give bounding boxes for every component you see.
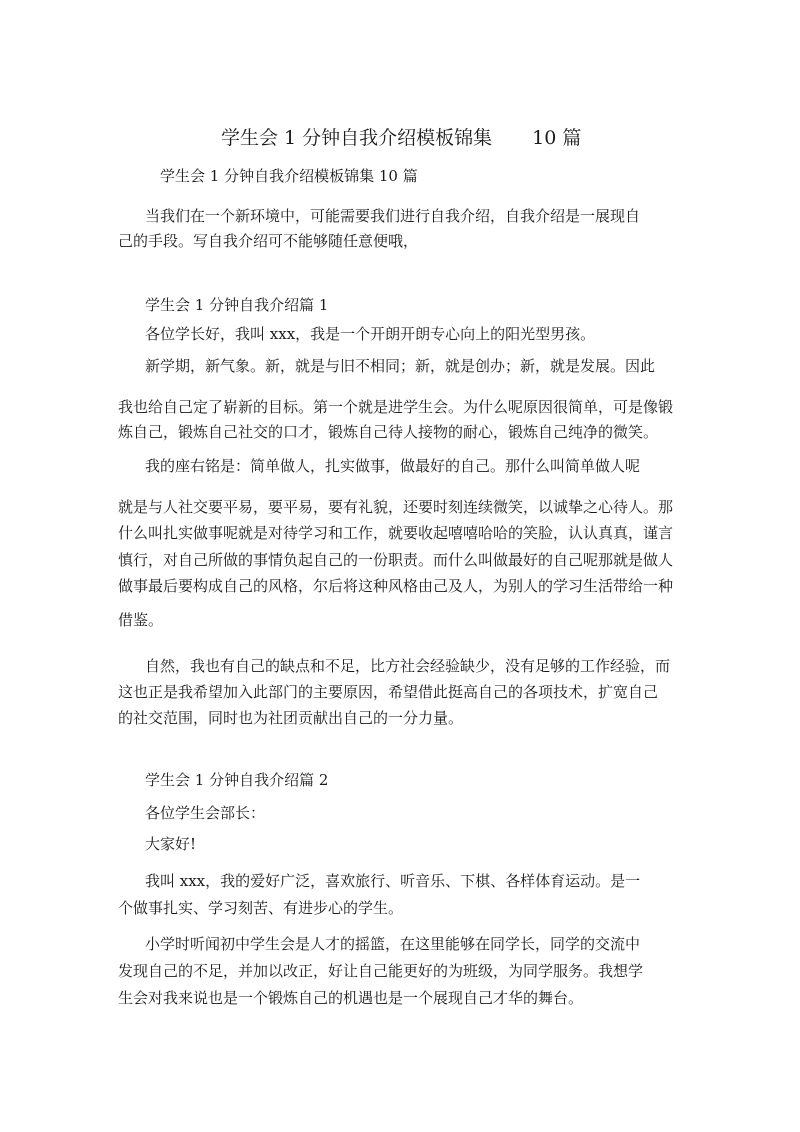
paragraph-line: 这也正是我希望加入此部门的主要原因，希望借此挺高自己的各项技术，扩宽自己 bbox=[118, 683, 659, 701]
paragraph-line: 自然，我也有自己的缺点和不足，比方社会经验缺少，没有足够的工作经验，而 bbox=[145, 657, 671, 675]
paragraph-line: 小学时听闻初中学生会是人才的摇篮，在这里能够在同学长，同学的交流中 bbox=[145, 935, 641, 953]
paragraph-line: 我的座右铭是：简单做人，扎实做事，做最好的自己。那什么叫简单做人呢 bbox=[145, 457, 641, 475]
paragraph-line: 发现自己的不足，并加以改正，好让自己能更好的为班级，为同学服务。我想学 bbox=[118, 962, 644, 980]
section-heading: 学生会 1 分钟自我介绍篇 1 bbox=[145, 296, 329, 314]
paragraph-line: 炼自己，锻炼自己社交的口才，锻炼自己待人接物的耐心，锻炼自己纯净的微笑。 bbox=[118, 423, 659, 441]
paragraph-line: 大家好! bbox=[145, 835, 197, 853]
subtitle: 学生会 1 分钟自我介绍模板锦集 10 篇 bbox=[160, 167, 418, 185]
paragraph-line: 个做事扎实、学习刻苦、有进步心的学生。 bbox=[118, 899, 404, 917]
paragraph-line: 慎行，对自己所做的事情负起自己的一份职责。而什么叫做最好的自己呢那就是做人 bbox=[118, 551, 674, 569]
title-main: 学生会 1 分钟自我介绍模板锦集 bbox=[221, 127, 493, 149]
paragraph-line: 什么叫扎实做事呢就是对待学习和工作，就要收起嘻嘻哈哈的笑脸，认认真真，谨言 bbox=[118, 524, 674, 542]
intro-line: 己的手段。写自我介绍可不能够随任意便哦， bbox=[118, 232, 419, 250]
paragraph-line: 我叫 xxx，我的爱好广泛，喜欢旅行、听音乐、下棋、各样体育运动。是一 bbox=[145, 872, 641, 890]
paragraph-line: 借鉴。 bbox=[118, 611, 164, 629]
paragraph-line: 的社交范围，同时也为社团贡献出自己的一分力量。 bbox=[118, 709, 464, 727]
paragraph-line: 生会对我来说也是一个锻炼自己的机遇也是一个展现自己才华的舞台。 bbox=[118, 989, 584, 1007]
paragraph-line: 各位学长好，我叫 xxx，我是一个开朗开朗专心向上的阳光型男孩。 bbox=[145, 325, 596, 343]
page-title bbox=[221, 126, 581, 150]
title-suffix: 10 篇 bbox=[532, 127, 582, 149]
paragraph-line: 各位学生会部长： bbox=[145, 804, 266, 822]
paragraph-line: 就是与人社交要平易，要平易，要有礼貌，还要时刻连续微笑，以诚挚之心待人。那 bbox=[118, 498, 674, 516]
paragraph-line: 新学期，新气象。新，就是与旧不相同；新，就是创办；新，就是发展。因此 bbox=[145, 357, 656, 375]
paragraph-line: 我也给自己定了崭新的目标。第一个就是进学生会。为什么呢原因很简单，可是像锻 bbox=[118, 398, 674, 416]
intro-line: 当我们在一个新环境中，可能需要我们进行自我介绍，自我介绍是一展现自 bbox=[145, 207, 641, 225]
paragraph-line: 做事最后要构成自己的风格，尔后将这种风格由己及人，为别人的学习生活带给一种 bbox=[118, 577, 674, 595]
section-heading: 学生会 1 分钟自我介绍篇 2 bbox=[145, 771, 329, 789]
